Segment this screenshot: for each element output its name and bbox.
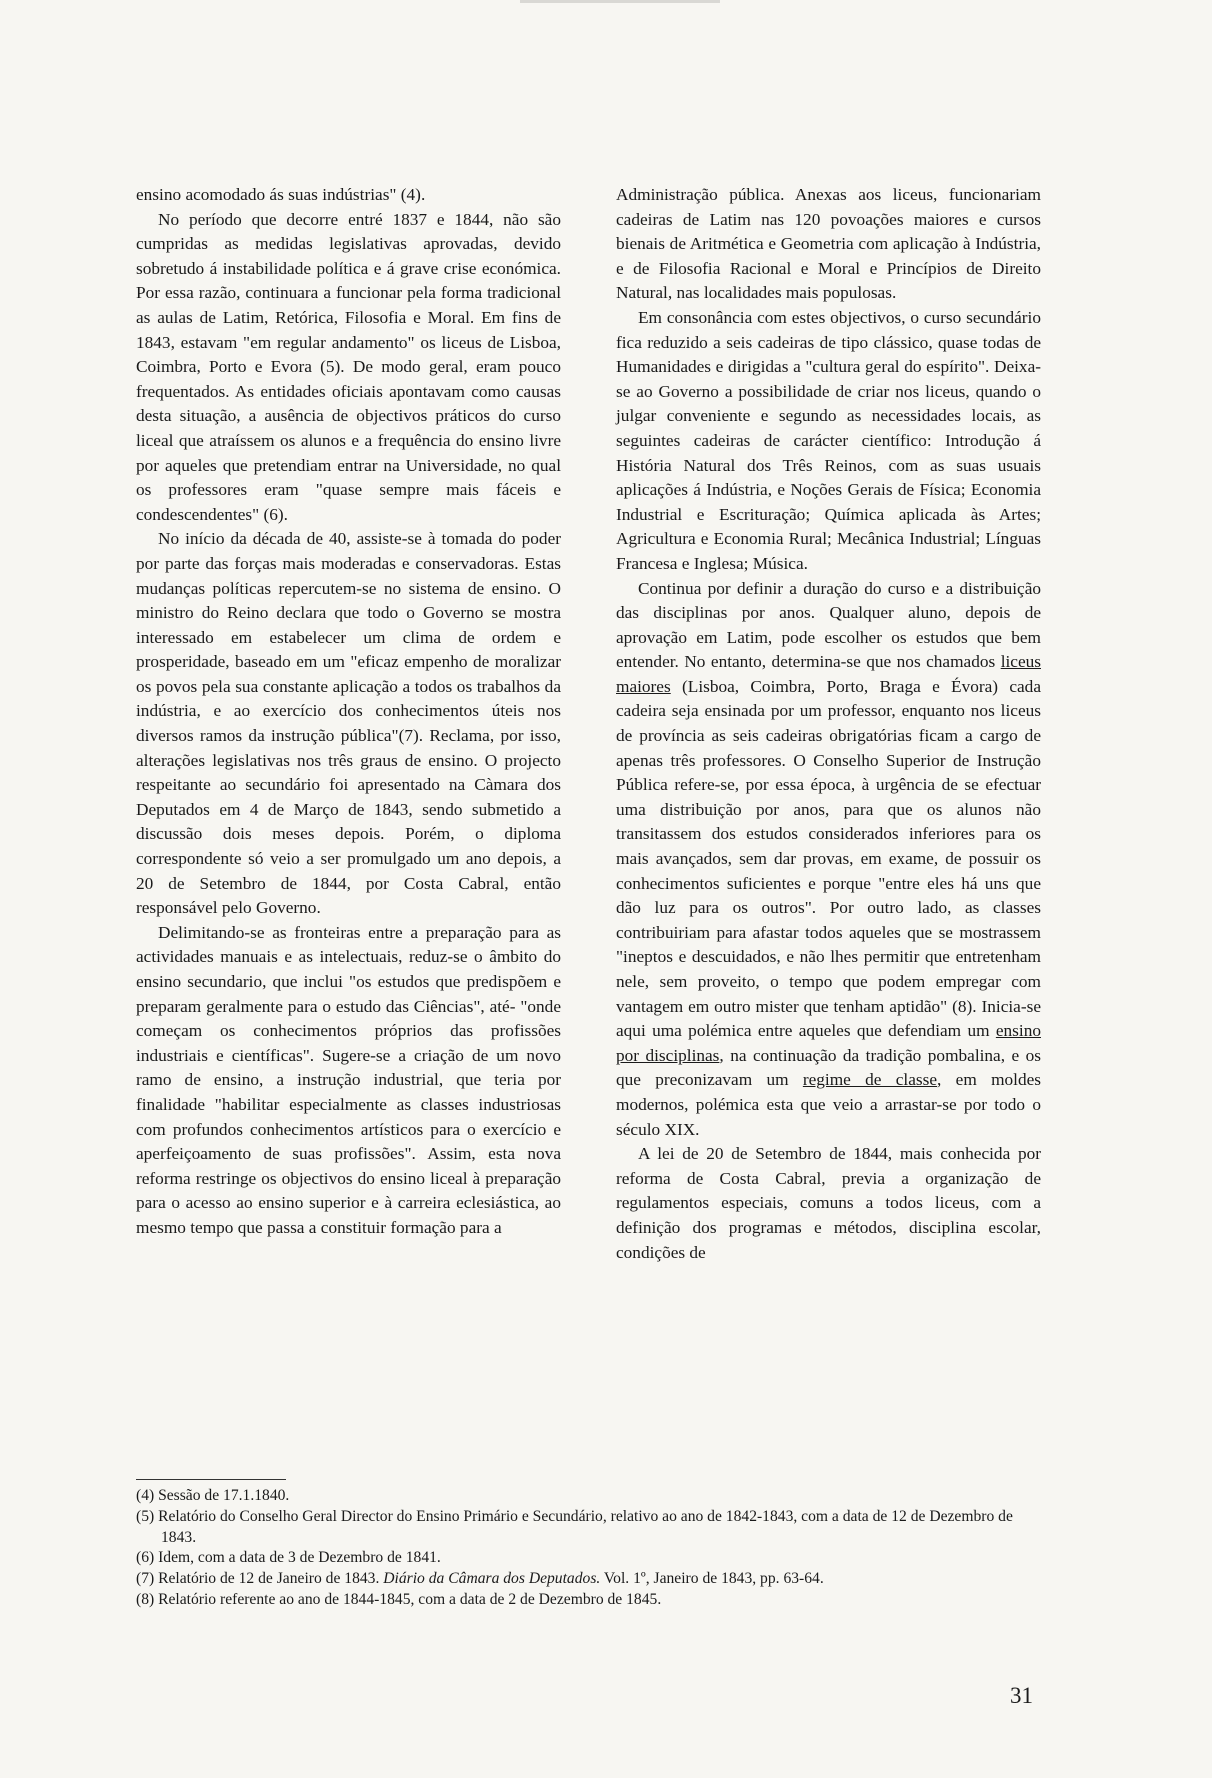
left-paragraph-3: No início da década de 40, assiste-se à tomada do poder por parte das forças mais moderadas e conservadoras. Estas mudanças políticas repercutem-se no sistema de ensino. O ministro do Reino declara que todo o Governo se mostra interessado em estabelecer um clima de ordem e prosperidade, baseado em um "eficaz empenho de moralizar os povos pela sua constante aplicação a todos os trabalhos da indústria, e ao exercício dos conhecimentos úteis nos diversos ramos da instrução pública"(7). Reclama, por isso, alterações legislativas nos três graus de ensino. O projecto respeitante ao secundário foi apresentado na Càmara dos Deputados em 4 de Março de 1843, sendo submetido a discussão dois meses depois. Porém, o diploma correspondente só veio a ser promulgado um ano depois, a 20 de Setembro de 1844, por Costa Cabral, então responsável pelo Governo. (136, 529, 561, 918)
footnote-7-part-b: Vol. 1º, Janeiro de 1843, pp. 63-64. (600, 1570, 824, 1588)
right-paragraph-3-part-b: (Lisboa, Coimbra, Porto, Braga e Évora) cada cadeira seja ensinada por um professor, enquanto nos liceus de província as seis cadeiras obrigatórias ficam a cargo de apenas três professores. O Conselho Superior de Instrução Pública refere-se, por essa época, à urgência de se efectuar uma distribuição por anos, para que os alunos não transitassem dos estudos considerados inferiores para os mais avançados, sem dar provas, em exame, de possuir os conhecimentos suficientes e porque "entre eles há uns que dão luz para os outros". Por outro lado, as classes contribuiriam para afastar todos aqueles que se mostrassem "ineptos e descuidados, e não lhes permitir que entretenham nele, sem proveito, o tempo que podem empregar com vantagem em outro mister que tenham aptidão" (8). Inicia-se aqui uma polémica entre aqueles que defendiam um (616, 676, 1041, 1041)
underlined-ensino-por-disciplinas: ensino por disciplinas (616, 1021, 1041, 1065)
right-paragraph-3-part-d: , em moldes modernos, polémica esta que veio a arrastar-se por todo o século XIX. (616, 1070, 1041, 1139)
right-paragraph-3-part-a: Continua por definir a duração do curso e a distribuição das disciplinas por anos. Qualquer aluno, depois de aprovação em Latim, pode escolher os estudos que bem entender. No entanto, determina-se que nos chamados (616, 578, 1041, 672)
underlined-regime-de-classe: regime de classe (802, 1070, 938, 1090)
right-paragraph-2: Em consonância com estes objectivos, o curso secundário fica reduzido a seis cadeiras de tipo clássico, quase todas de Humanidades e dirigidas a "cultura geral do espírito". Deixa-se ao Governo a possibilidade de criar nos liceus, quando o julgar conveniente e segundo as necessidades locais, as seguintes cadeiras de carácter científico: Introdução á História Natural dos Três Reinos, com as suas usuais aplicações á Indústria, e Noções Gerais de Física; Economia Industrial e Escrituração; Química aplicada às Artes; Agricultura e Economia Rural; Mecânica Industrial; Línguas Francesa e Inglesa; Música. (616, 307, 1041, 573)
left-paragraph-1: ensino acomodado ás suas indústrias" (4). (136, 185, 426, 204)
footnote-6: (6) Idem, com a data de 3 de Dezembro de 1841. (136, 1549, 441, 1567)
footnote-4: (4) Sessão de 17.1.1840. (136, 1487, 290, 1504)
footnote-5: (5) Relatório do Conselho Geral Director do Ensino Primário e Secundário, relativo ao ano de 1842-1843, com a data de 12 de Dezembro de 1843. (136, 1507, 1013, 1546)
scan-edge-mark (520, 0, 720, 3)
underlined-liceus-maiores: liceus maiores (616, 652, 1041, 696)
footnote-7-italic-title: Diário da Câmara dos Deputados. (383, 1570, 601, 1588)
right-paragraph-3 (616, 577, 1041, 1143)
right-column (616, 183, 1041, 1265)
footnote-8: (8) Relatório referente ao ano de 1844-1845, com a data de 2 de Dezembro de 1845. (136, 1590, 662, 1608)
right-paragraph-1: Administração pública. Anexas aos liceus, funcionariam cadeiras de Latim nas 120 povoações maiores e cursos bienais de Aritmética e Geometria com aplicação à Indústria, e de Filosofia Racional e Moral e Princípios de Direito Natural, nas localidades mais populosas. (616, 185, 1041, 303)
footnotes (136, 1486, 1036, 1611)
left-paragraph-2: No período que decorre entré 1837 e 1844, não são cumpridas as medidas legislativas aprovadas, devido sobretudo á instabilidade política e á grave crise económica. Por essa razão, continuara a funcionar pela forma tradicional as aulas de Latim, Retórica, Filosofia e Moral. Em fins de 1843, estavam "em regular andamento" os liceus de Lisboa, Coimbra, Porto e Evora (5). De modo geral, eram pouco frequentados. As entidades oficiais apontavam como causas desta situação, a ausência de objectivos práticos do curso liceal que atraíssem os alunos e a frequência do ensino livre por aqueles que pretendiam entrar na Universidade, no qual os professores eram "quase sempre mais fáceis e condescendentes" (6). (136, 209, 561, 524)
footnote-divider (136, 1479, 286, 1480)
left-column (136, 183, 561, 1241)
footnote-7-part-a: (7) Relatório de 12 de Janeiro de 1843. (136, 1570, 384, 1588)
left-paragraph-4: Delimitando-se as fronteiras entre a preparação para as actividades manuais e as intelectuais, reduz-se o âmbito do ensino secundario, que inclui "os estudos que predispõem e preparam geralmente para o estudo das Ciências", até- "onde começam os conhecimentos próprios das profissões industriais e científicas". Sugere-se a criação de um novo ramo de ensino, a instrução industrial, que teria por finalidade "habilitar especialmente as classes industriosas com profundos conhecimentos artísticos para o exercício e aperfeiçoamento de suas profissões". Assim, esta nova reforma restringe os objectivos do ensino liceal à preparação para o acesso ao ensino superior e à carreira eclesiástica, ao mesmo tempo que passa a constituir formação para a (136, 922, 561, 1237)
right-paragraph-3-part-c: , na continuação da tradição pombalina, e os que preconizavam um (616, 1045, 1042, 1090)
right-paragraph-4: A lei de 20 de Setembro de 1844, mais conhecida por reforma de Costa Cabral, previa a organização de regulamentos especiais, comuns a todos liceus, com a definição dos programas e métodos, disciplina escolar, condições de (616, 1144, 1041, 1262)
page-number: 31 (1010, 1683, 1033, 1708)
footnote-7 (136, 1569, 1036, 1590)
